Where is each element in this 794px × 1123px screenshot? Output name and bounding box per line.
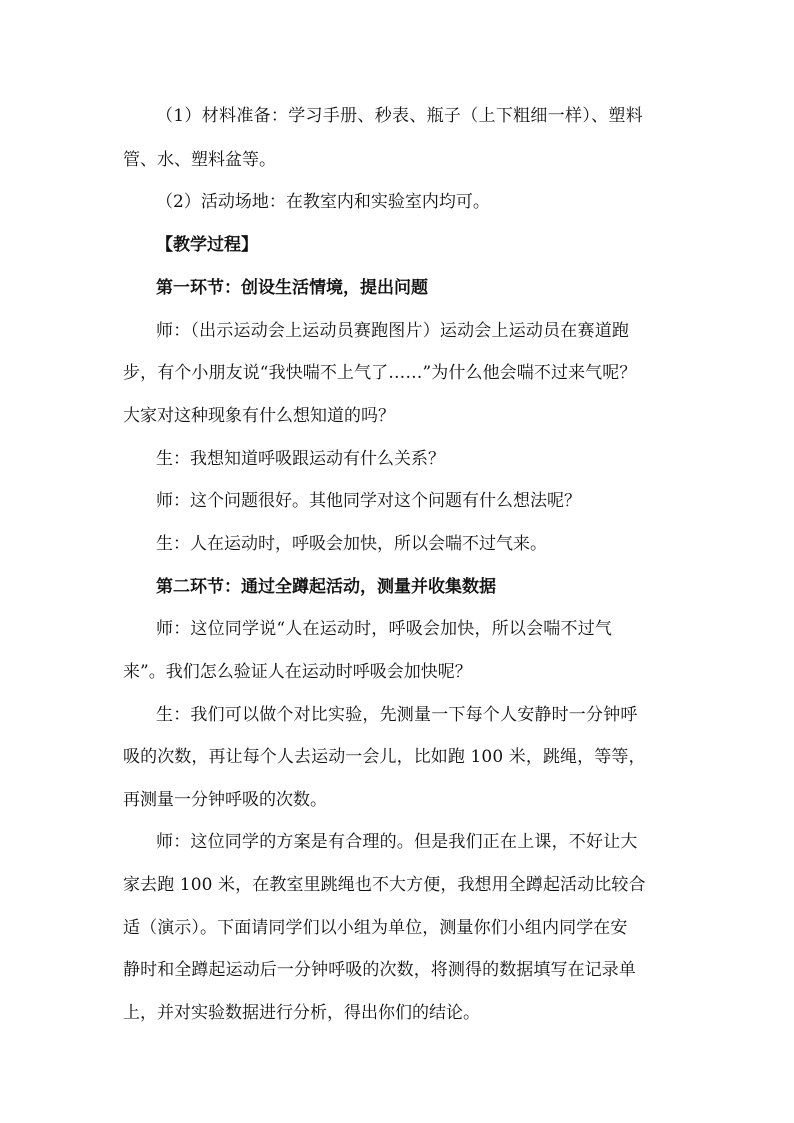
document-page: （1）材料准备：学习手册、秒表、瓶子（上下粗细一样）、塑料 管、水、塑料盆等。 （2）活动场地：在教室内和实验室内均可。 【教学过程】 第一环节：创设生活情境，提出问题 师：（出示运动会上运动员赛跑图片）运动会上运动员在赛道跑 步，有个小朋友说“我快喘不上气了……”为什么他会喘不过来气呢？ 大家对这种现象有什么想知道的吗？ 生：我想知道呼吸跟运动有什么关系？ 师：这个问题很好。其他同学对这个问题有什么想法呢？ 生：人在运动时，呼吸会加快，所以会喘不过气来。 第二环节：通过全蹲起活动，测量并收集数据 师：这位同学说“人在运动时，呼吸会加快，所以会喘不过气 来”。我们怎么验证人在运动时呼吸会加快呢？ 生：我们可以做个对比实验，先测量一下每个人安静时一分钟呼 吸的次数，再让每个人去运动一会儿，比如跑 100 米，跳绳，等等， 再测量一分钟呼吸的次数。 师：这位同学的方案是有合理的。但是我们正在上课，不好让大 家去跑 100 米，在教室里跳绳也不大方便，我想用全蹲起活动比较合 适（演示）。下面请同学们以小组为单位，测量你们小组内同学在安 静时和全蹲起运动后一分钟呼吸的次数，将测得的数据填写在记录单 上，并对实验数据进行分析，得出你们的结论。 [123, 106, 646, 1023]
